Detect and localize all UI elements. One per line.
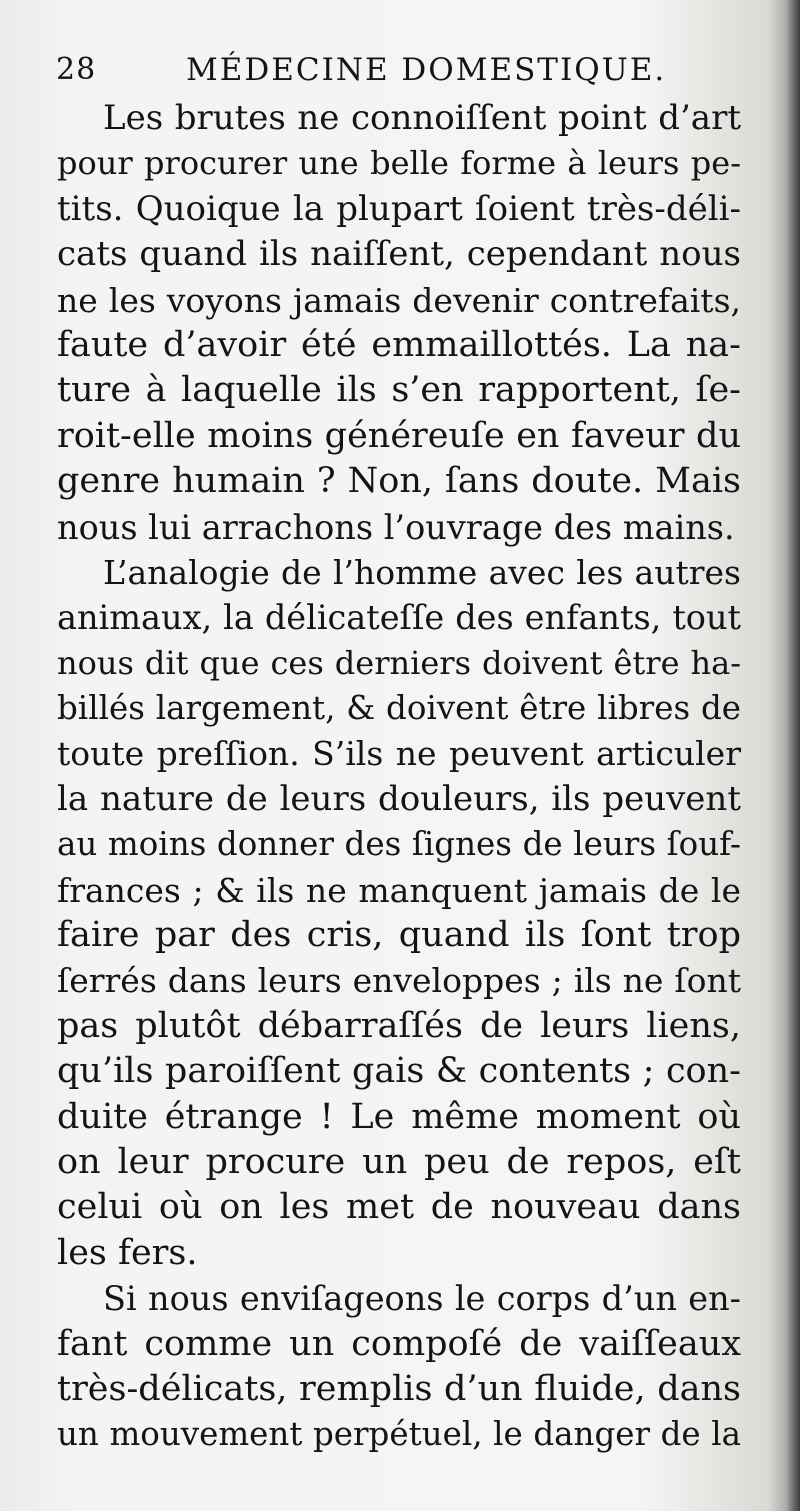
- text-line: qu’ils paroiſſent gais & contents ; con-: [57, 1051, 741, 1092]
- text-line: ture à laquelle ils s’en rapportent, ſe-: [57, 370, 741, 411]
- text-line: la nature de leurs douleurs, ils peuvent: [57, 778, 741, 819]
- paragraph-1: [57, 96, 741, 550]
- text-line: nous lui arrachons l’ouvrage des mains.: [57, 507, 735, 547]
- text-line: au moins donner des ſignes de leurs ſouf-: [57, 825, 741, 864]
- text-line: fant comme un compoſé de vaiſſeaux: [57, 1323, 741, 1364]
- text-line: Les brutes ne connoiſſent point d’art: [103, 98, 741, 138]
- text-line: un mouvement perpétuel, le danger de la: [57, 1415, 741, 1454]
- page-header: [56, 52, 696, 92]
- text-line: frances ; & ils ne manquent jamais de le: [57, 870, 741, 910]
- text-line: genre humain ? Non, ſans doute. Mais: [57, 461, 741, 502]
- text-line: Si nous enviſageons le corps d’un en-: [103, 1279, 741, 1319]
- text-line: L’analogie de l’homme avec les autres: [103, 552, 741, 592]
- text-line: billés largement, & doivent être libres de: [57, 689, 741, 728]
- text-line: ſerrés dans leurs enveloppes ; ils ne ſont: [57, 961, 741, 1001]
- text-line: on leur procure un peu de repos, eſt: [57, 1141, 741, 1182]
- text-line: animaux, la délicateſſe des enfants, tout: [57, 598, 741, 638]
- paragraph-3: [57, 1276, 741, 1458]
- page-number: 28: [56, 52, 97, 87]
- text-line: duite étrange ! Le même moment où: [57, 1096, 741, 1137]
- text-line: très-délicats, remplis d’un fluide, dans: [57, 1368, 741, 1409]
- text-line: tits. Quoique la plupart ſoient très-déli-: [57, 188, 741, 229]
- text-line: nous dit que ces derniers doivent être ha-: [57, 643, 741, 682]
- running-head: MÉDECINE DOMESTIQUE.: [186, 52, 667, 88]
- text-line: ne les voyons jamais devenir contrefaits,: [57, 280, 741, 320]
- text-line: pas plutôt débarraſſés de leurs liens,: [57, 1005, 741, 1046]
- text-line: cats quand ils naiſſent, cependant nous: [57, 234, 741, 275]
- paragraph-2: [57, 550, 741, 1276]
- text-line: celui où on les met de nouveau dans: [57, 1187, 741, 1228]
- text-line: pour procurer une belle forme à leurs pe-: [57, 144, 741, 183]
- text-line: les fers.: [57, 1232, 198, 1273]
- text-line: roit-elle moins généreuſe en faveur du: [57, 415, 741, 456]
- text-line: toute preſſion. S’ils ne peuvent articuler: [57, 734, 741, 774]
- binding-shadow: [786, 0, 800, 1511]
- body-text: [57, 96, 741, 1458]
- text-line: faire par des cris, quand ils ſont trop: [57, 915, 741, 956]
- text-line: faute d’avoir été emmaillottés. La na-: [57, 324, 741, 365]
